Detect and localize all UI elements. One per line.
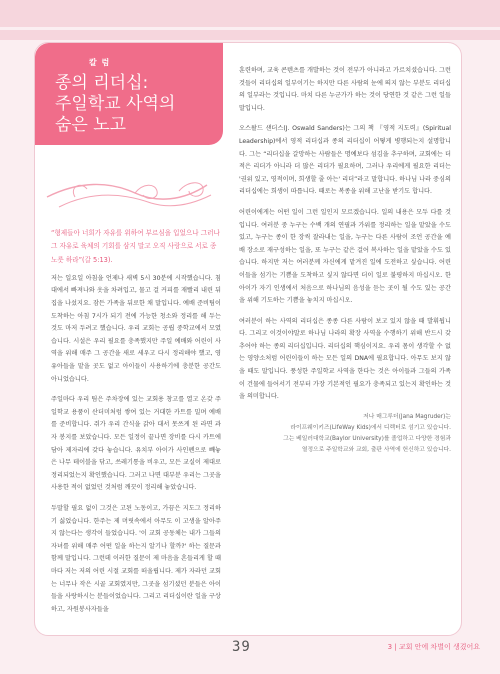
body-paragraph: 훈련하며, 교육 콘텐츠를 개발하는 것이 전부가 아니라고 가르치셨습니다. 그런 것들이 리더십의 일부이기는 하지만 다른 사람의 눈에 띄지 않는 부분도 리더십의 일부라는 것입니다. 마치 다른 누군가가 하는 것이 당연한 것 같은 그런 일들 말입니다.	[239, 67, 451, 112]
scripture-quote: “형제들아 너희가 자유를 위하여 부르심을 입었으나 그러나 그 자유로 육체의 기회를 삼지 말고 오직 사랑으로 서로 종 노릇 하라”(갈 5:13).	[51, 229, 220, 264]
body-paragraph: 두말할 필요 없이 그것은 고된 노동이고, 가끔은 지도그 정리하기 싫었습니다. 한주는 제 머릿속에서 아무도 이 고생을 알아주지 않는다는 생각이 들었습니다. '이 교회 공동체는 내가 그들의 자녀를 위해 매주 어떤 일을 하는지 알기나 할까?' 하는 질문과 함께 말입니다. 그런데 이러한 질문이 제 마음을 흔들리게 할 때마다 저는 저의 어린 시절 교회를 떠올립니다. 제가 자라던 교회는 너무나 작은 시골 교회였지만, 그곳을 섬기셨던 분들은 아이들을 사랑하시는 분들이었습니다. 그리고 리더십이란 일을 구상하고, 자원봉사자들을	[51, 504, 221, 613]
category-label: 칼 럼	[89, 58, 111, 67]
article-title	[55, 73, 220, 136]
title-line: 숨은 노고	[55, 115, 127, 135]
title-line: 주일학교 사역의	[55, 94, 176, 114]
left-column	[51, 227, 221, 624]
body-paragraph: 주일마다 우리 팀은 주차장에 있는 교회용 창고를 열고 온갖 주일학교 용품이 산더미처럼 쌓여 있는 거대한 카트를 밀며 예배를 준비합니다. 쥐가 우리 간식을 갉아 대서 못쓰게 된 라면 과자 봉지를 보았습니다. 모든 일정이 끝나면 장비를 다시 카트에 담아 제자리에 갖다 놓습니다. 유치부 아이가 사인펜으로 빼놓은 나무 테이블을 닦고, 쓰레기통을 비우고, 모든 교실이 제대로 정리되었는지 확인했습니다. 그러고 나면 대부분 우리는 그곳을 사용한 적이 없었던 것처럼 깨끗이 정리해 놓았습니다.	[51, 396, 221, 492]
author-bio	[239, 412, 451, 456]
body-paragraph: 저는 일요일 아침을 언제나 새벽 5시 30분에 시작했습니다. 침대에서 빠져나와 옷을 차려입고, 물고 걸 커피를 재빨리 내린 뒤 집을 나섰지요. 잠든 가족을 뒤로한 채 말입니다. 예배 준비팀이 도착하는 아침 7시가 되기 전에 가능한 청소와 정리를 해 두는 것도 마저 두려고 했습니다. 우리 교회는 공립 중학교에서 모였습니다. 시설은 우리 필요를 충족했지만 주일 예배와 어린이 사역을 위해 매주 그 공간을 새로 세우고 다시 정리해야 했고, 영유아들을 맡을 곳도 없고 아이들이 사용하기에 충분한 공간도 아니었습니다.	[51, 274, 221, 383]
bio-line: 그는 베일러대학교(Baylor University)를 졸업하고 다양한 경험과	[283, 435, 451, 442]
chapter-label: 3 | 교회 안에 차별이 생겼어요	[387, 643, 480, 651]
right-column	[239, 65, 451, 456]
title-line: 종의 리더십:	[55, 73, 149, 93]
article-header	[35, 43, 223, 145]
bio-line: 열정으로 주일학교와 교회, 출판 사역에 헌신하고 있습니다.	[301, 446, 451, 453]
body-paragraph: 여러분이 하는 사역의 리더십은 종종 다른 사람이 보고 있지 않을 때 발휘됩니다. 그리고 이것이야말로 하나님 나라의 확장 사역을 수행하기 위해 반드시 갖추어야 하는 종의 리더십입니다. 리더십의 핵심이지요. 우리 몸이 생각할 수 없는 영양소처럼 어린이들이 하는 모든 일의 DNA에 필요합니다. 아무도 보지 않을 때도 말입니다. 풍성한 주일학교 사역을 한다는 것은 아이들과 그들의 가족이 건물에 들어서기 전부터 가장 기본적인 필요가 충족되고 있는지 확인하는 것을 의미합니다.	[239, 317, 451, 401]
body-paragraph: 어린이에게는 어떤 일이 그런 일인지 모르겠습니다. 일의 내용은 모두 다를 것입니다. 여러분 중 누구는 수백 개의 연필과 가위를 정리하는 일을 맡았을 수도 있고, 누구는 종이 한 장씩 잘라내는 일을, 누구는 다른 사람이 조언 공간을 예배 장소로 재구성하는 일을, 또 누구는 같은 걸어 복사하는 일을 맡았을 수도 있습니다. 하지만 저는 여러분께 자신에게 맡겨진 일에 도전하고 싶습니다. 어린이들을 섬기는 기쁨을 도착하고 싶지 않다면 더이 일로 불평하지 마십시오. 한 아이가 자기 인생에서 처음으로 하나님의 음성을 듣는 곳이 될 수도 있는 공간을 위해 기도하는 기쁨을 놓치지 마십시오.	[239, 208, 451, 305]
top-decorative-band	[0, 0, 500, 40]
body-paragraph: 오스왈드 샌더스(J. Oswald Sanders)는 그의 책 『영적 지도력』(Spiritual Leadership)에서 영적 리더십과 종의 리더십이 어떻게 병행되는지 설명합니다. 그는 “리더십을 갈망하는 사람들은 명예보다 섬김을 추구하며, 교회에는 더 적은 리더가 아니라 더 많은 리더가 필요하며, 그러나 우리에게 필요한 리더는 '권위 있고, 영적이며, 희생할 줄 아는' 리더”라고 말합니다. 하나님 나라 중심의 리더십에는 희생이 따릅니다. 때로는 복종을 위해 고난을 받기도 합니다.	[239, 125, 451, 196]
article-card	[34, 42, 462, 636]
decorative-flourish-icon	[39, 161, 219, 225]
bio-line: 저나 매그루더(Jana Magruder)는	[363, 413, 451, 420]
bio-line: 라이프웨이키즈(LifeWay Kids)에서 디렉터로 섬기고 있습니다.	[290, 424, 451, 431]
page-number: 39	[232, 639, 251, 655]
